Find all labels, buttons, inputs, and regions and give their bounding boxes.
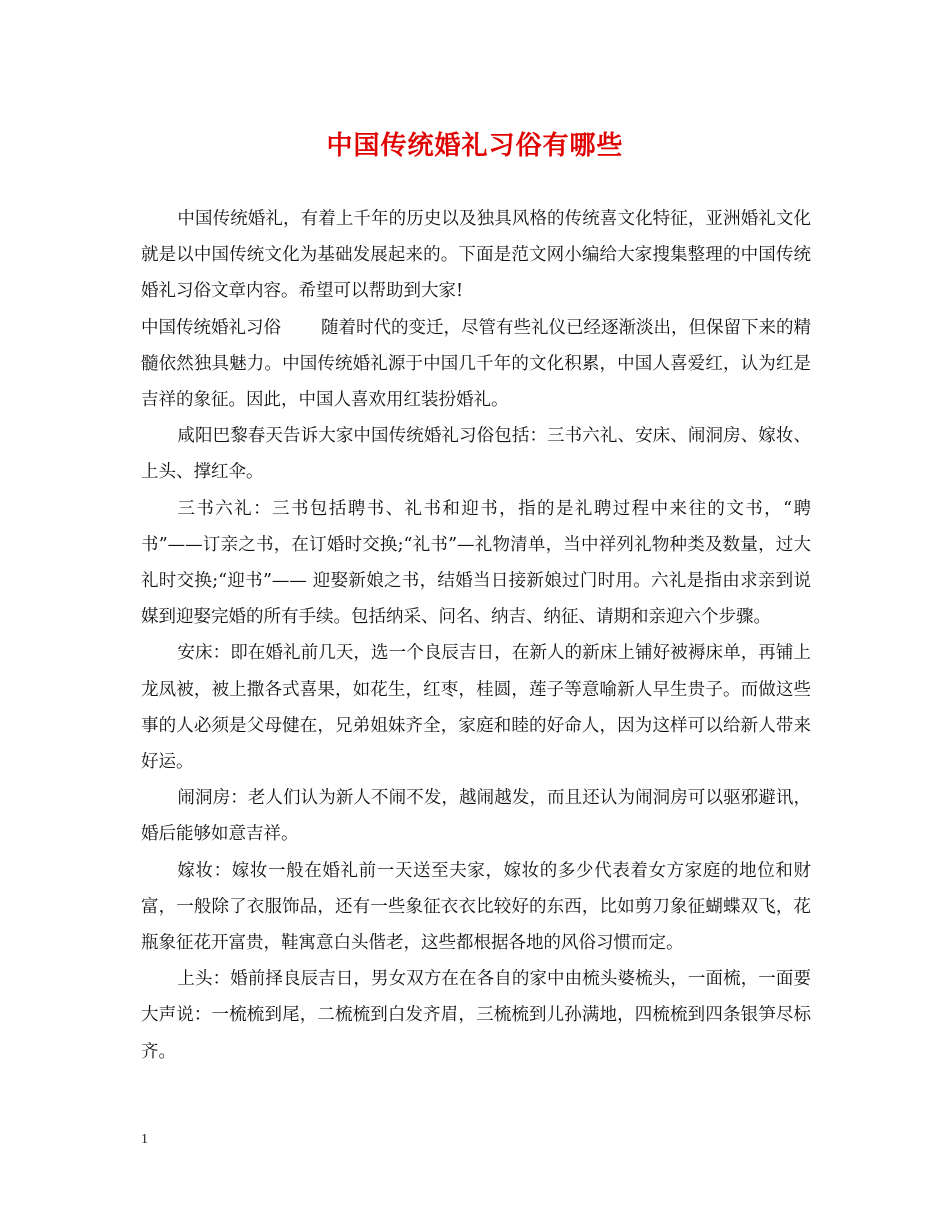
paragraph-custom-list: 咸阳巴黎春天告诉大家中国传统婚礼习俗包括：三书六礼、安床、闹洞房、嫁妆、上头、撑红伞。 xyxy=(141,426,811,483)
document-body xyxy=(141,201,811,1070)
paragraph-anchuang: 安床：即在婚礼前几天，选一个良辰吉日，在新人的新床上铺好被褥床单，再铺上龙凤被，被上撒各式喜果，如花生，红枣，桂圆，莲子等意喻新人早生贵子。而做这些事的人必须是父母健在，兄弟姐妹齐全，家庭和睦的好命人，因为这样可以给新人带来好运。 xyxy=(141,643,811,773)
page-number: 1 xyxy=(141,1132,148,1147)
paragraph-intro: 中国传统婚礼，有着上千年的历史以及独具风格的传统喜文化特征，亚洲婚礼文化就是以中国传统文化为基础发展起来的。下面是范文网小编给大家搜集整理的中国传统婚礼习俗文章内容。希望可以帮助到大家! xyxy=(141,209,811,302)
document-title: 中国传统婚礼习俗有哪些 xyxy=(326,131,624,161)
overview-text: 随着时代的变迁，尽管有些礼仪已经逐渐淡出，但保留下来的精髓依然独具魅力。中国传统婚礼源于中国几千年的文化积累，中国人喜爱红，认为红是吉祥的象征。因此，中国人喜欢用红装扮婚礼。 xyxy=(141,317,811,411)
paragraph-overview xyxy=(141,310,811,419)
paragraph-naodongfang: 闹洞房：老人们认为新人不闹不发，越闹越发，而且还认为闹洞房可以驱邪避讯，婚后能够如意吉祥。 xyxy=(141,788,811,845)
paragraph-sanshu-liuli: 三书六礼：三书包括聘书、礼书和迎书，指的是礼聘过程中来往的文书，“聘书”——订亲之书，在订婚时交换;“礼书”—礼物清单，当中祥列礼物种类及数量，过大礼时交换;“迎书”—— 迎娶新娘之书，结婚当日接新娘过门时用。六礼是指由求亲到说媒到迎娶完婚的所有手续。包括纳采、问名、纳吉、纳征、请期和亲迎六个步骤。 xyxy=(141,498,811,628)
paragraph-jiazhuang: 嫁妆：嫁妆一般在婚礼前一天送至夫家，嫁妆的多少代表着女方家庭的地位和财富，一般除了衣服饰品，还有一些象征衣衣比较好的东西，比如剪刀象征蝴蝶双飞，花瓶象征花开富贵，鞋寓意白头偕老，这些都根据各地的风俗习惯而定。 xyxy=(141,860,811,954)
paragraph-shangtou: 上头：婚前择良辰吉日，男女双方在在各自的家中由梳头婆梳头，一面梳，一面要大声说：一梳梳到尾，二梳梳到白发齐眉，三梳梳到儿孙满地，四梳梳到四条银笋尽标齐。 xyxy=(141,969,811,1062)
section-heading: 中国传统婚礼习俗 xyxy=(141,317,281,338)
